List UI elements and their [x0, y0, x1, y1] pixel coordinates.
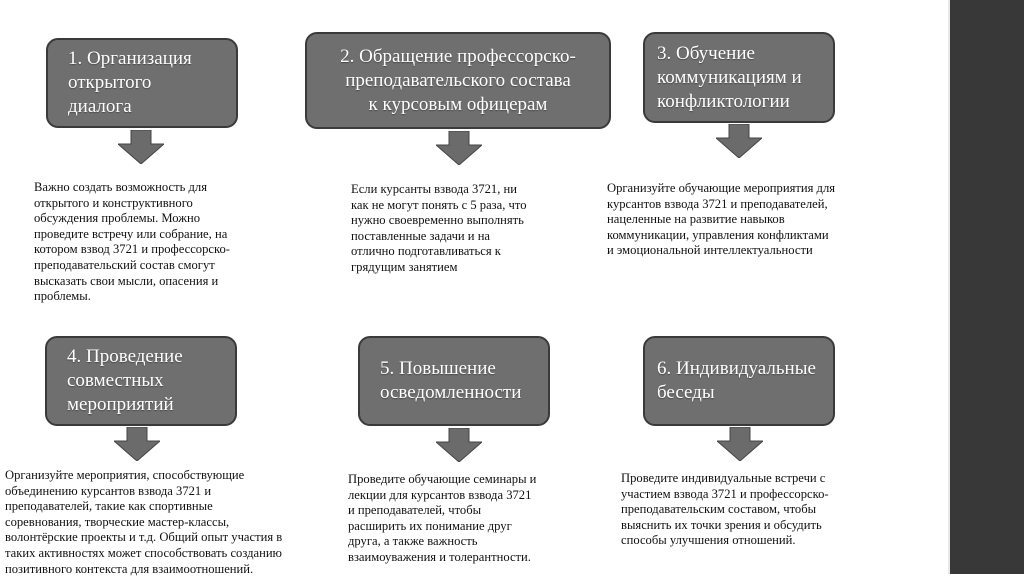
step-3-description: Организуйте обучающие мероприятия для курсантов взвода 3721 и преподавателей, нацеленные на развитие навыков коммуникации, управления конфликтами и эмоциональной интеллектуальности — [607, 181, 836, 258]
step-1-description: Важно создать возможность для открытого и конструктивного обсуждения проблемы. Можно проведите встречу или собрание, на котором взвод 3721 и профессорско- преподавательский состав смогут высказать свои мысли, опасения и проблемы. — [34, 180, 230, 304]
step-5-box — [358, 336, 550, 426]
step-3-down-arrow-icon — [716, 124, 762, 158]
right-side-panel — [950, 0, 1024, 574]
step-4-title: 4. Проведение совместных мероприятий — [67, 346, 183, 415]
step-6-description: Проведите индивидуальные встречи с участием взвода 3721 и профессорско- преподавательским составом, чтобы выяснить их точки зрения и обсудить способы улучшения отношений. — [621, 471, 829, 548]
step-1-title: 1. Организация открытого диалога — [68, 48, 192, 117]
step-4-down-arrow-icon — [114, 427, 160, 461]
step-3-title: 3. Обучение коммуникациям и конфликтологии — [657, 42, 802, 112]
step-2-title: 2. Обращение профессорско- преподавательского состава к курсовым офицерам — [340, 45, 576, 115]
step-1-box — [46, 38, 238, 128]
step-2-description: Если курсанты взвода 3721, ни как не могут понять с 5 раза, что нужно своевременно выполнять поставленные задачи и на отлично подготавливаться к грядущим занятием — [351, 182, 527, 274]
step-4-description: Организуйте мероприятия, способствующие объединению курсантов взвода 3721 и преподавателей, такие как спортивные соревнования, творческие мастер-классы, волонтёрские проекты и т.д. Общий опыт участия в таких активностях может способствовать созданию позитивного контекста для взаимоотношений. — [5, 468, 283, 576]
step-5-down-arrow-icon — [436, 428, 482, 462]
step-5-title: 5. Повышение осведомленности — [380, 358, 522, 403]
step-5-description: Проведите обучающие семинары и лекции для курсантов взвода 3721 и преподавателей, чтобы расширить их понимание друг друга, а также важность взаимоуважения и толерантности. — [348, 472, 537, 564]
step-2-box — [305, 32, 611, 129]
step-1-down-arrow-icon — [118, 130, 164, 164]
step-4-box — [45, 336, 237, 426]
step-2-down-arrow-icon — [436, 131, 482, 165]
step-6-title: 6. Индивидуальные беседы — [657, 358, 816, 403]
step-6-box — [643, 336, 835, 426]
step-3-box — [643, 32, 835, 123]
step-6-down-arrow-icon — [717, 427, 763, 461]
